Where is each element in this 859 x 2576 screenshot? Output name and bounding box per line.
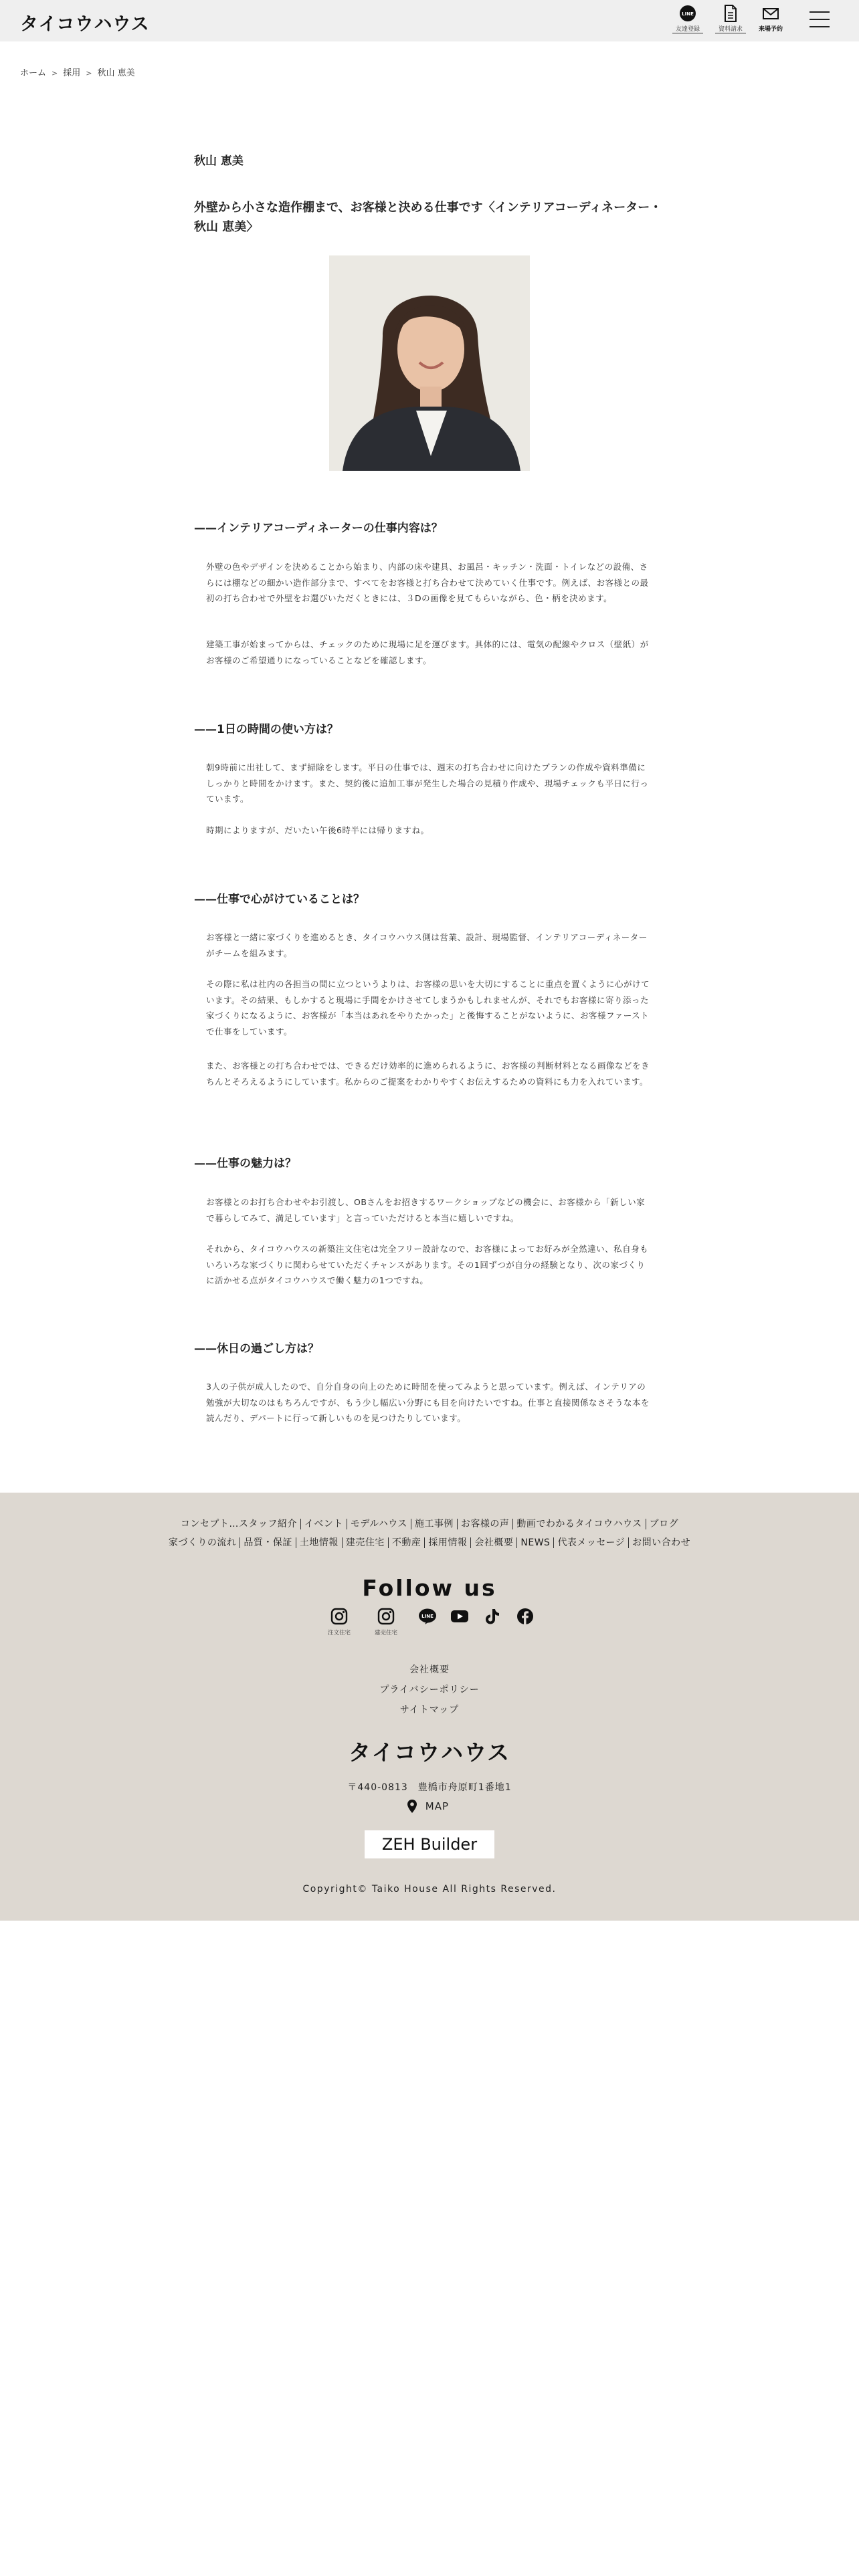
instagram-custom-link[interactable] — [326, 1608, 353, 1636]
footer-nav-link[interactable]: イベント — [301, 1519, 347, 1529]
section-question: ——インテリアコーディネーターの仕事内容は？ — [194, 522, 443, 535]
social-caption: 注文住宅 — [327, 1630, 351, 1636]
facebook-icon — [516, 1608, 534, 1625]
section-paragraph: 朝9時前に出社して、まず掃除をします。平日の仕事では、週末の打ち合わせに向けたプランの作成や資料準備にしっかりと時間をかけます。また、契約後に追加工事が発生した場合の見積り作成や、現場チェックも平日に行っています。 — [206, 762, 649, 804]
breadcrumb-recruit[interactable]: 採用 — [63, 68, 81, 78]
footer-logo[interactable]: タイコウハウス — [348, 1739, 511, 1765]
follow-us-heading: Follow us — [362, 1575, 497, 1601]
site-header — [0, 0, 859, 41]
footer-link-company[interactable]: 会社概要 — [409, 1665, 450, 1675]
footer-nav-link[interactable]: お問い合わせ — [632, 1537, 691, 1548]
zeh-builder-badge[interactable]: ZEH Builder — [365, 1830, 494, 1858]
section-paragraph: それから、タイコウハウスの新築注文住宅は完全フリー設計なので、お客様によってお好みが全然違い、私自身もいろいろな家づくりに関わらせていただくチャンスがあります。その1回ずつが自分の経験となり、次の家づくりに活かせる点がタイコウハウスで働く魅力の1つですね。 — [206, 1244, 649, 1285]
menu-bar-icon — [809, 19, 830, 20]
staff-name: 秋山 恵美 — [194, 154, 244, 168]
footer-nav-link[interactable]: 代表メッセージ — [554, 1537, 629, 1548]
social-caption: 建売住宅 — [374, 1630, 397, 1636]
footer-nav-link[interactable]: 不動産 — [389, 1537, 425, 1548]
map-link[interactable] — [407, 1799, 460, 1818]
footer-nav-link[interactable]: 品質・保証 — [240, 1537, 296, 1548]
line-friend-button[interactable] — [668, 4, 708, 37]
footer-nav-link[interactable]: 家づくりの流れ — [165, 1537, 241, 1548]
instagram-icon — [377, 1608, 395, 1625]
map-pin-icon — [407, 1799, 417, 1814]
section-question: ——仕事の魅力は？ — [194, 1157, 296, 1170]
line-friend-label: 友達登録 — [672, 24, 703, 33]
footer-nav-link[interactable]: ブログ — [649, 1519, 679, 1529]
tiktok-link[interactable] — [478, 1608, 505, 1628]
youtube-link[interactable] — [446, 1608, 473, 1628]
hamburger-menu-button[interactable] — [809, 11, 830, 29]
instagram-icon — [330, 1608, 348, 1625]
facebook-link[interactable] — [512, 1608, 539, 1628]
section-paragraph: 外壁の色やデザインを決めることから始まり、内部の床や建具、お風呂・キッチン・洗面・トイレなどの設備、さらには棚などの細かい造作部分まで、すべてをお客様と打ち合わせて決めていく仕事です。例えば、お客様との最初の打ち合わせで外壁をお選びいただくときには、３Dの画像を見てもらいながら、色・柄を決めます。 — [206, 562, 649, 603]
svg-text:LINE: LINE — [682, 11, 694, 17]
breadcrumb — [20, 66, 135, 78]
section-paragraph: その際に私は社内の各担当の間に立つというよりは、お客様の思いを大切にすることに重点を置くように心がけています。その結果、もしかすると現場に手間をかけさせてしまうかもしれませんが、それでもお客様に寄り添った家づくりになるように、お客様が「本当はあれをやりたかった」と後悔することがないように、お客様ファーストで仕事をしています。 — [206, 979, 650, 1037]
site-footer — [0, 1493, 859, 1921]
breadcrumb-home[interactable]: ホーム — [20, 68, 47, 78]
footer-nav-link[interactable]: NEWS — [517, 1537, 554, 1548]
section-paragraph: お客様とのお打ち合わせやお引渡し、OBさんをお招きするワークショップなどの機会に、お客様から「新しい家で暮らしてみて、満足しています」と言っていただけると本当に嬉しいですね。 — [206, 1197, 646, 1223]
section-question: ——休日の過ごし方は？ — [194, 1342, 319, 1356]
section-question: ——1日の時間の使い方は？ — [194, 723, 339, 736]
footer-nav-link[interactable]: モデルハウス — [347, 1519, 411, 1529]
svg-text:LINE: LINE — [421, 1614, 434, 1619]
footer-link-privacy[interactable]: プライバシーポリシー — [379, 1685, 480, 1695]
menu-bar-icon — [809, 26, 830, 27]
footer-nav-link[interactable]: 採用情報 — [425, 1537, 471, 1548]
staff-portrait — [329, 255, 530, 471]
footer-nav-link[interactable]: コンセプト…スタッフ紹介 — [177, 1519, 301, 1529]
footer-nav-link[interactable]: 施工事例 — [411, 1519, 458, 1529]
footer-nav-link[interactable]: お客様の声 — [458, 1519, 514, 1529]
menu-bar-icon — [809, 11, 830, 13]
instagram-readybuilt-link[interactable] — [373, 1608, 399, 1636]
breadcrumb-separator-icon: > — [86, 69, 92, 78]
footer-nav-link[interactable]: 会社概要 — [471, 1537, 517, 1548]
request-documents-label: 資料請求 — [715, 24, 746, 33]
document-icon — [723, 4, 738, 23]
line-icon — [418, 1608, 437, 1625]
section-paragraph: また、お客様との打ち合わせでは、できるだけ効率的に進められるように、お客様の判断材料となる画像などをきちんとそろえるようにしています。私からのご提案をわかりやすくお伝えするための資料にも力を入れています。 — [206, 1061, 650, 1087]
line-link[interactable] — [414, 1608, 441, 1628]
tiktok-icon — [483, 1608, 500, 1625]
footer-nav-row-1 — [0, 1517, 859, 1530]
envelope-icon — [762, 4, 779, 23]
footer-nav-row-2 — [0, 1535, 859, 1549]
breadcrumb-separator-icon: > — [52, 69, 58, 78]
footer-nav-link[interactable]: 動画でわかるタイコウハウス — [513, 1519, 646, 1529]
request-documents-button[interactable] — [710, 4, 751, 37]
site-logo[interactable]: タイコウハウス — [20, 14, 150, 35]
section-paragraph: 3人の子供が成人したので、自分自身の向上のために時間を使ってみようと思っています。例えば、インテリアの勉強が大切なのはもちろんですが、もう少し幅広い分野にも目を向けたいですね。仕事と直接関係なさそうな本を読んだり、デパートに行って新しいものを見つけたりしています。 — [206, 1382, 650, 1423]
visit-reservation-button[interactable] — [751, 4, 791, 37]
visit-reservation-label: 来場予約 — [758, 26, 783, 33]
footer-nav-link[interactable]: 土地情報 — [296, 1537, 343, 1548]
article-title: 外壁から小さな造作棚まで、お客様と決める仕事です〈インテリアコーディネーター・秋山 恵美〉 — [194, 201, 662, 234]
section-paragraph: 時期によりますが、だいたい午後6時半には帰りますね。 — [206, 825, 430, 835]
social-links — [326, 1608, 540, 1641]
footer-nav-link[interactable]: 建売住宅 — [343, 1537, 389, 1548]
footer-address: 〒440-0813 豊橋市舟原町1番地1 — [347, 1782, 512, 1793]
youtube-icon — [450, 1608, 469, 1625]
breadcrumb-current: 秋山 恵美 — [97, 68, 135, 78]
footer-link-sitemap[interactable]: サイトマップ — [399, 1705, 460, 1715]
section-question: ——仕事で心がけていることは？ — [194, 893, 365, 906]
line-icon — [678, 4, 697, 23]
section-paragraph: 建築工事が始まってからは、チェックのために現場に足を運びます。具体的には、電気の配線やクロス（壁紙）がお客様のご希望通りになっていることなどを確認します。 — [206, 639, 649, 665]
copyright: Copyright© Taiko House All Rights Reserved. — [302, 1884, 557, 1895]
section-paragraph: お客様と一緒に家づくりを進めるとき、タイコウハウス側は営業、設計、現場監督、インテリアコーディネーターがチームを組みます。 — [206, 932, 648, 958]
map-label: MAP — [425, 1800, 450, 1812]
portrait-photo — [329, 255, 530, 471]
